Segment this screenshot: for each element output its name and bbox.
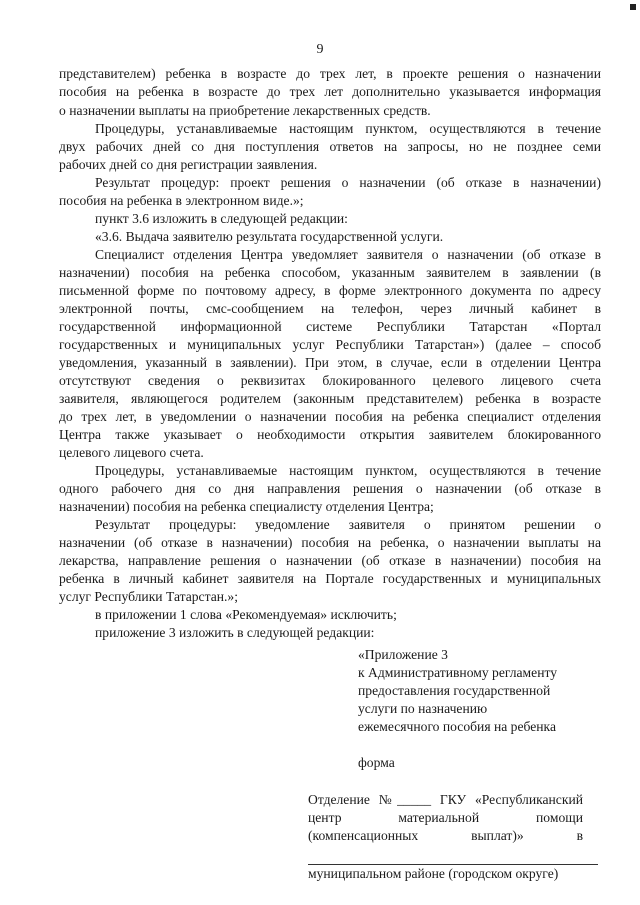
body-line: Результат процедур: проект решения о назначении (об отказе в назначении) bbox=[95, 175, 601, 190]
appendix-line: к Административному регламенту bbox=[358, 665, 558, 680]
body-line: пособия на ребенка в электронном виде.»; bbox=[59, 193, 304, 208]
appendix-line: «Приложение 3 bbox=[358, 647, 448, 662]
body-line: целевого лицевого счета. bbox=[59, 445, 204, 460]
body-line: государственной информационной системе Республики Татарстан «Портал bbox=[59, 319, 601, 334]
page-number: 9 bbox=[316, 42, 324, 57]
body-line: назначении (об отказе в назначении) пособия на ребенка, о назначении выплаты на bbox=[59, 535, 601, 550]
body-line: двух рабочих дней со дня поступления ответов на запросы, но не позднее семи bbox=[59, 139, 601, 154]
body-line: представителем) ребенка в возрасте до трех лет, в проекте решения о назначении bbox=[59, 66, 601, 81]
body-line: Специалист отделения Центра уведомляет заявителя о назначении (об отказе в bbox=[95, 247, 601, 262]
body-line: письменной форме по почтовому адресу, в форме электронного документа по адресу bbox=[59, 283, 601, 298]
body-line: электронной почты, смс-сообщением на телефон, через личный кабинет в bbox=[59, 301, 601, 316]
body-line: заявителя, являющегося родителем (законным представителем) ребенка в возрасте bbox=[59, 391, 601, 406]
appendix-line: предоставления государственной bbox=[358, 683, 551, 698]
appendix-line: услуги по назначению bbox=[358, 701, 488, 716]
form-header-line: (компенсационных выплат)» в bbox=[308, 828, 583, 843]
body-line: приложение 3 изложить в следующей редакции: bbox=[95, 625, 375, 640]
body-line: Центра также указывает о необходимости открытия заявителем блокированного bbox=[59, 427, 601, 442]
form-label: форма bbox=[358, 755, 395, 770]
body-line: Процедуры, устанавливаемые настоящим пунктом, осуществляются в течение bbox=[95, 121, 601, 136]
body-line: пункт 3.6 изложить в следующей редакции: bbox=[95, 211, 348, 226]
body-line: лекарства, направление решения о назначении (об отказе в назначении) пособия на bbox=[59, 553, 601, 568]
form-header-line: центр материальной помощи bbox=[308, 810, 583, 825]
blank-fill-line bbox=[308, 864, 598, 865]
body-line: государственных и муниципальных услуг Республики Татарстан») (далее – способ bbox=[59, 337, 601, 352]
body-line: до трех лет, в уведомлении о назначении пособия на ребенка специалист отделения bbox=[59, 409, 601, 424]
body-line: уведомления, указанный в заявлении). При этом, в случае, если в отделении Центра bbox=[59, 355, 601, 370]
body-line: в приложении 1 слова «Рекомендуемая» исключить; bbox=[95, 607, 397, 622]
body-line: назначении) пособия на ребенка способом, указанным заявителем в заявлении (в bbox=[59, 265, 601, 280]
body-line: назначении) пособия на ребенка специалисту отделения Центра; bbox=[59, 499, 434, 514]
body-line: ребенка в личный кабинет заявителя на Портале государственных и муниципальных bbox=[59, 571, 601, 586]
body-line: отсутствуют сведения о реквизитах блокированного целевого лицевого счета bbox=[59, 373, 601, 388]
body-line: Результат процедуры: уведомление заявителя о принятом решении о bbox=[95, 517, 601, 532]
body-line: Процедуры, устанавливаемые настоящим пунктом, осуществляются в течение bbox=[95, 463, 601, 478]
body-line: пособия на ребенка в возрасте до трех лет дополнительно указывается информация bbox=[59, 84, 601, 99]
body-line: о назначении выплаты на приобретение лекарственных средств. bbox=[59, 103, 431, 118]
body-line: рабочих дней со дня регистрации заявления. bbox=[59, 157, 318, 172]
appendix-line: ежемесячного пособия на ребенка bbox=[358, 719, 556, 734]
body-line: услуг Республики Татарстан.»; bbox=[59, 589, 238, 604]
scan-mark bbox=[630, 4, 636, 10]
body-line: «3.6. Выдача заявителю результата государственной услуги. bbox=[95, 229, 444, 244]
form-header-line: Отделение №_____ ГКУ «Республиканский bbox=[308, 792, 583, 807]
body-line: одного рабочего дня со дня направления решения о назначении (об отказе в bbox=[59, 481, 601, 496]
form-header-line: муниципальном районе (городском округе) bbox=[308, 866, 559, 881]
